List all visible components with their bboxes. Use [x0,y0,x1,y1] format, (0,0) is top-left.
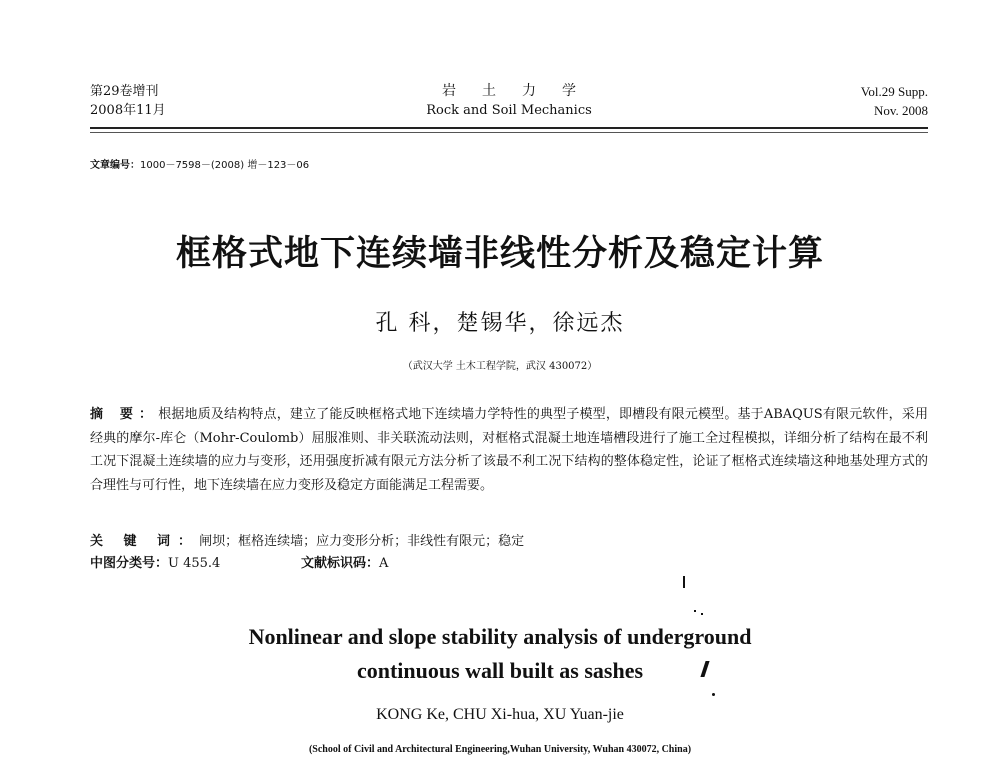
date-cn: 2008年11月 [90,103,166,118]
doc-code-label: 文献标识码： [301,556,380,571]
volume-en: Vol.29 Supp. [860,84,928,99]
article-number-value: 1000－7598－(2008) 增－123－06 [140,160,310,171]
article-number [90,156,309,171]
keywords-text: 闸坝；框格连续墙；应力变形分析；非线性有限元；稳定 [199,534,525,549]
title-en-line1: Nonlinear and slope stability analysis of underground [248,624,752,649]
abstract-cn [90,403,928,497]
scan-speck [712,693,715,696]
paper-title-en [0,620,1000,688]
header-rule-thin [90,132,928,133]
keywords [90,531,928,553]
classification [90,553,928,575]
journal-name-en: Rock and Soil Mechanics [426,103,592,118]
journal-name-cn: 岩土力学 [442,83,602,99]
keywords-label: 关 键 词： [90,534,200,549]
abstract-label: 摘 要： [90,407,159,422]
header-right [861,82,928,120]
header-center [90,82,928,120]
scan-speck [683,576,685,588]
affiliation-cn: （武汉大学 土木工程学院，武汉 430072） [402,361,598,372]
header-rule-thick [90,127,928,129]
clc-label: 中图分类号： [90,556,169,571]
paper-title-cn: 框格式地下连续墙非线性分析及稳定计算 [175,234,824,274]
title-en-line2: continuous wall built as sashes [356,658,644,683]
scan-speck [701,613,703,615]
abstract-text: 根据地质及结构特点，建立了能反映框格式地下连续墙力学特性的典型子模型，即槽段有限元模型。基于ABAQUS有限元软件，采用经典的摩尔-库仑（Mohr-Coulomb）屈服准则、非关联流动法则，对框格式混凝土地连墙槽段进行了施工全过程模拟，详细分析了结构在最不利工况下混凝土连续墙的应力与变形，还用强度折减有限元方法分析了该最不利工况下结构的整体稳定性，论证了框格式连续墙这种地基处理方式的合理性与可行性，地下连续墙在应力变形及稳定方面能满足工程需要。 [90,407,928,493]
volume-cn: 第29卷增刊 [90,84,159,99]
affiliation-en: (School of Civil and Architectural Engineering,Wuhan University, Wuhan 430072, China) [308,744,692,755]
clc-value: U 455.4 [168,556,221,571]
journal-header [90,82,928,122]
date-en: Nov. 2008 [873,103,928,118]
authors-en: KONG Ke, CHU Xi-hua, XU Yuan-jie [376,706,624,723]
doc-code-value: A [379,556,389,571]
scan-speck [694,610,696,612]
article-number-label: 文章编号： [90,160,140,171]
authors-cn: 孔 科，楚锡华，徐远杰 [375,311,625,336]
